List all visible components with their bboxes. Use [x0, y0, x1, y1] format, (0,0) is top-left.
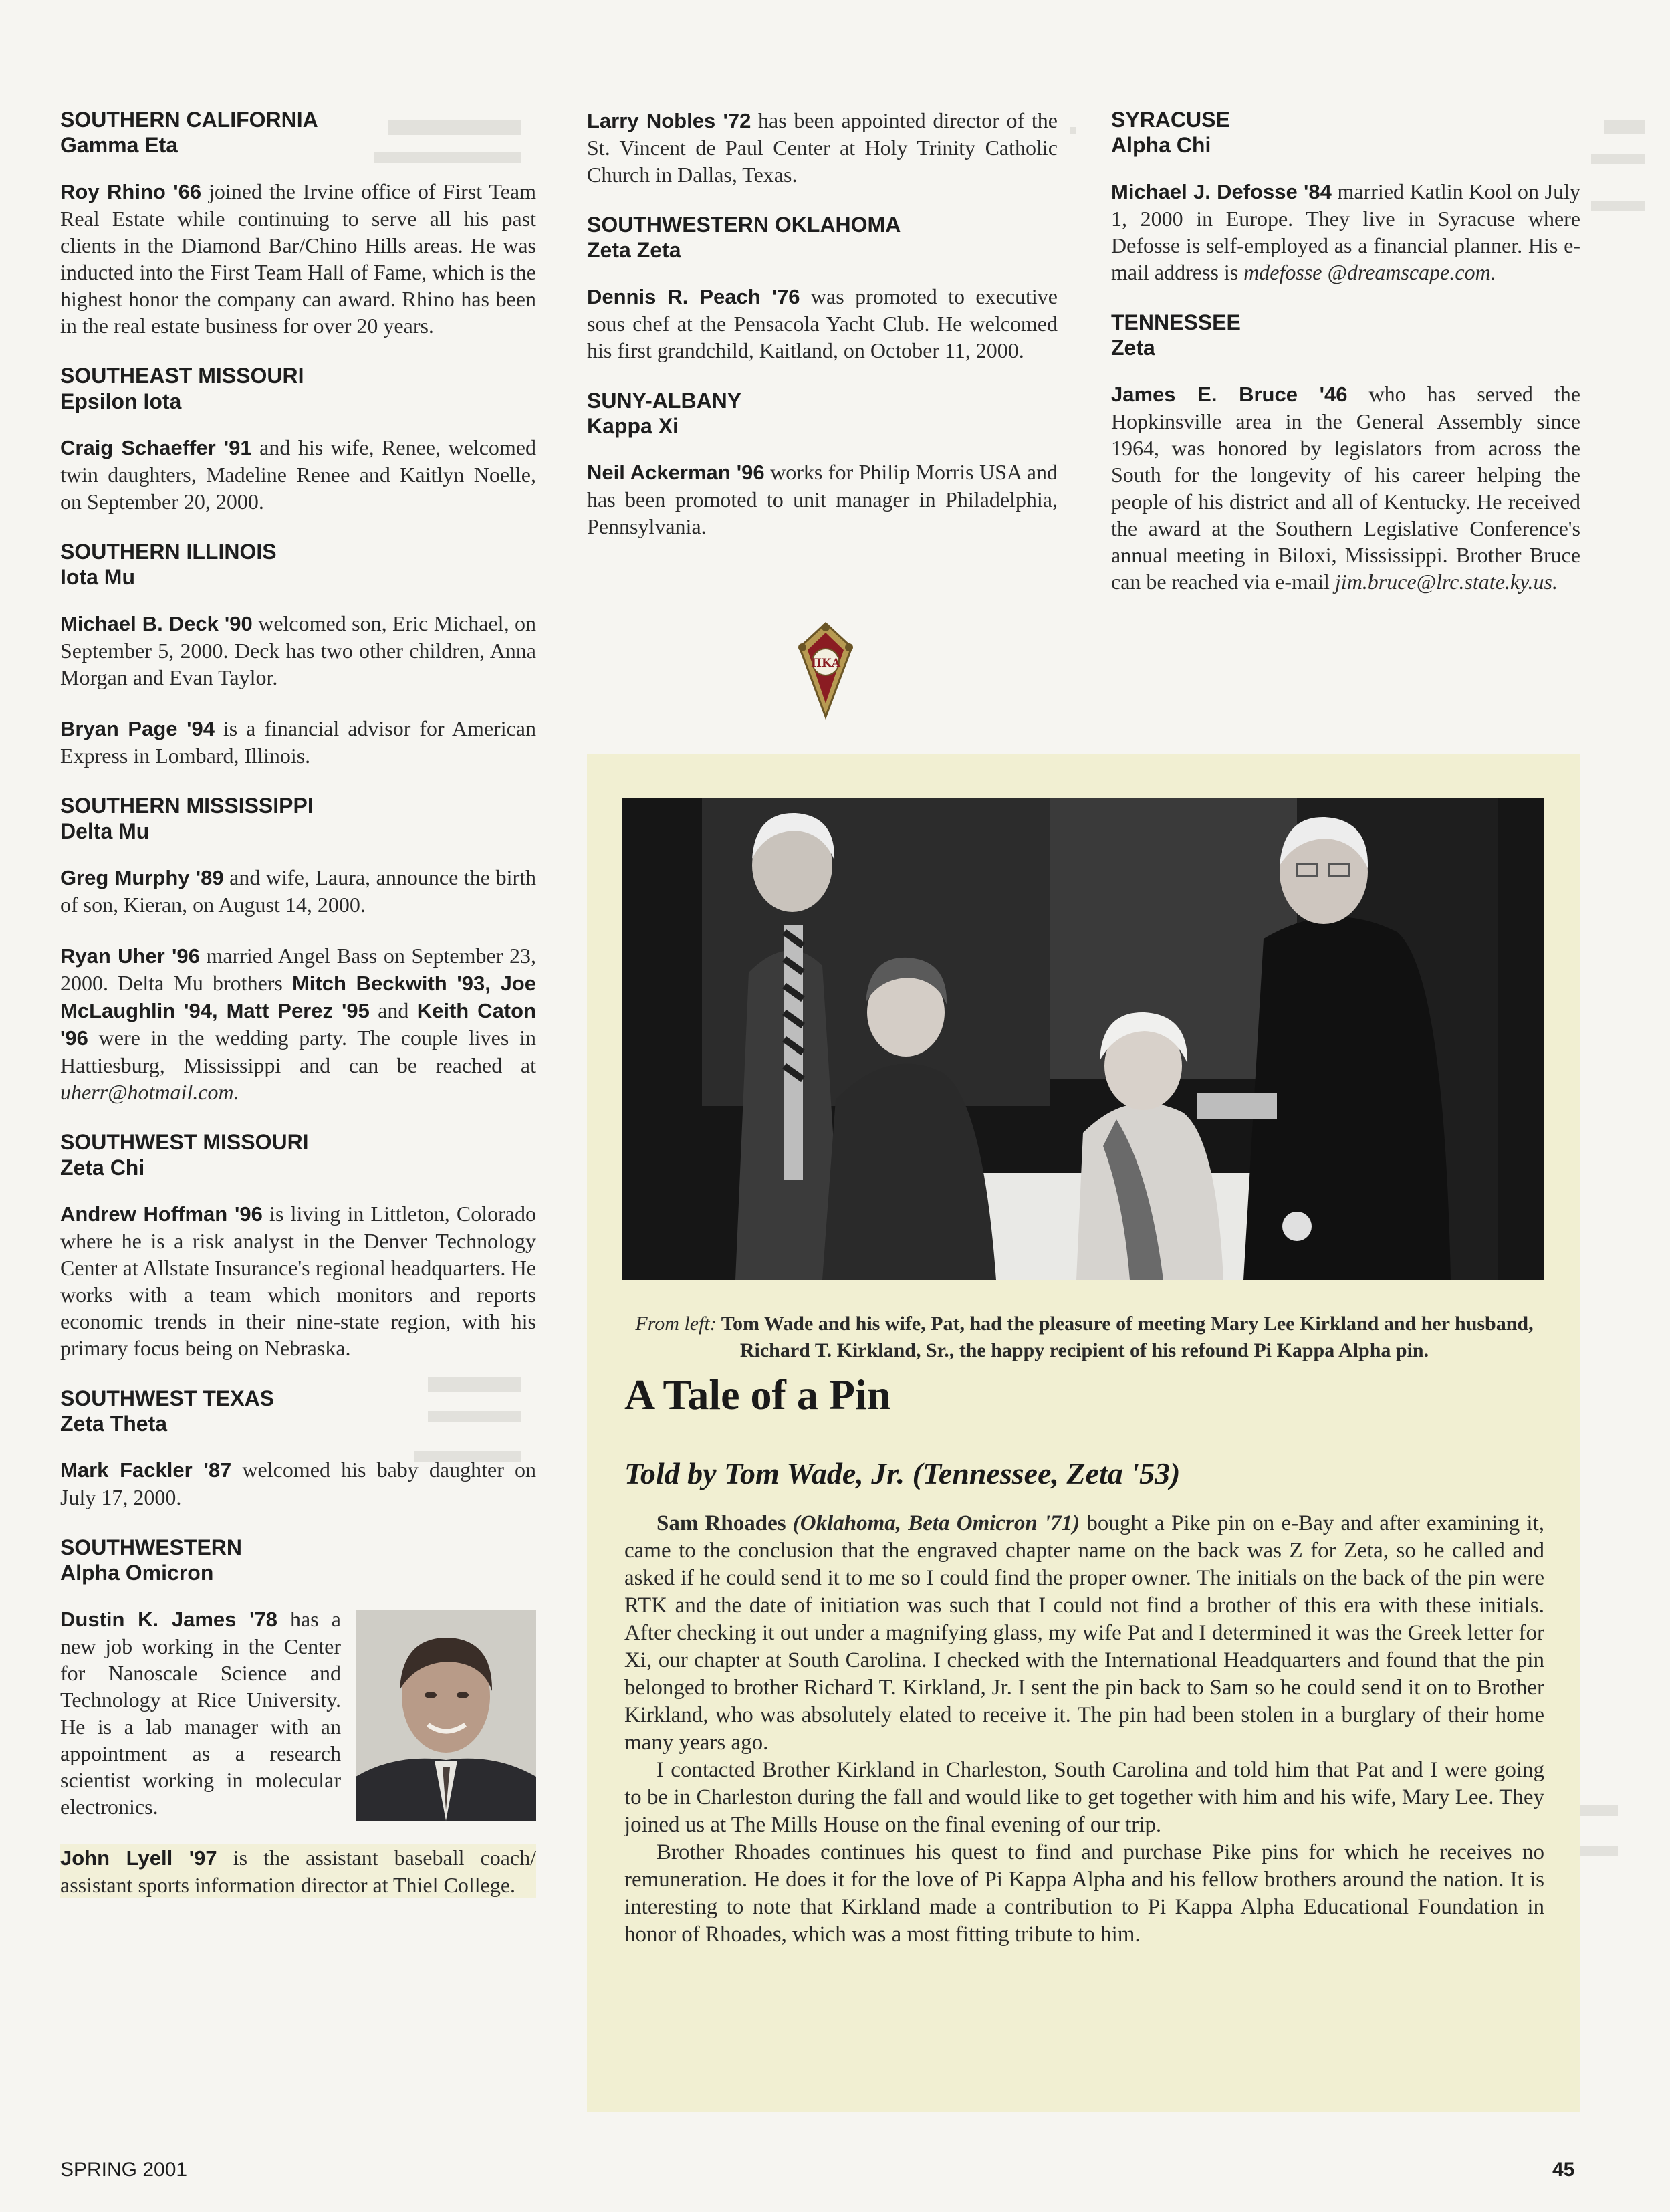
chapter-name: SOUTHERN CALIFORNIA [60, 108, 318, 132]
brother-name: Andrew Hoffman '96 [60, 1202, 263, 1226]
note-text: married Angel Bass on September 23, 2000. Delta Mu brothers [60, 944, 536, 995]
entry-southern-california [60, 107, 536, 339]
note-paragraph [60, 1200, 536, 1361]
entry-southeast-missouri [60, 363, 536, 515]
chapter-name: SOUTHERN MISSISSIPPI [60, 794, 314, 818]
note-text: welcomed son, Eric Michael, on September 5, 2000. Deck has two other children, Anna Morgan and Evan Taylor. [60, 611, 536, 689]
column-left [60, 107, 536, 1922]
story-byline: Told by Tom Wade, Jr. (Tennessee, Zeta '53) [624, 1456, 1181, 1490]
brother-name: Roy Rhino '66 [60, 180, 202, 203]
note-text: is the assistant baseball coach/ assistant sports information director at Thiel College. [60, 1846, 537, 1897]
chapter-name: SOUTHWEST MISSOURI [60, 1130, 309, 1154]
caption-text: Tom Wade and his wife, Pat, had the pleasure of meeting Mary Lee Kirkland and her husband, Richard T. Kirkland, Sr., the happy recipient of his refound Pi Kappa Alpha pin. [716, 1313, 1534, 1361]
entry-southwest-missouri [60, 1129, 536, 1361]
story-body [624, 1510, 1544, 1949]
story-paragraph: Brother Rhoades continues his quest to find and purchase Pike pins for which he receives no remuneration. He does it for the love of Pi Kappa Alpha and his fellow brothers around the nation. It is interesting to note that Kirkland made a contribution to Pi Kappa Alpha Educational Foundation in honor of Rhoades, which was a most fitting tribute to him. [624, 1840, 1544, 1947]
story-title: A Tale of a Pin [624, 1371, 891, 1418]
story-paragraph [624, 1510, 1544, 1757]
note-paragraph [1111, 380, 1580, 595]
note-paragraph [60, 1606, 536, 1820]
note-text: who has served the Hopkinsville area in the General Assembly since 1964, was honored by legislators from across the South for the longevity of his career helping the people of his district and all of Kentucky. He received the award at the Southern Legislative Conference's annual meeting in Biloxi, Mississippi. Brother Bruce can be reached via e-mail [1111, 382, 1580, 594]
portrait-photo [356, 1610, 536, 1821]
note-paragraph [60, 434, 536, 515]
story-person-name: Sam Rhoades [657, 1511, 786, 1535]
note-text: works for Philip Morris USA and has been promoted to unit manager in Philadelphia, Pennsylvania. [587, 460, 1058, 538]
brother-name: Dennis R. Peach '76 [587, 285, 800, 308]
note-paragraph [60, 1456, 536, 1511]
note-text: was promoted to executive sous chef at the Pensacola Yacht Club. He welcomed his first grandchild, Kaitland, on October 11, 2000. [587, 284, 1058, 362]
note-text: were in the wedding party. The couple lives in Hattiesburg, Mississippi and can be reached at [60, 1026, 536, 1077]
brother-name: Ryan Uher '96 [60, 944, 200, 968]
brother-name: Michael J. Defosse '84 [1111, 180, 1332, 203]
brother-name: Neil Ackerman '96 [587, 461, 765, 484]
photo-caption [624, 1311, 1544, 1364]
chapter-subname: Delta Mu [60, 819, 150, 843]
chapter-subname: Zeta Theta [60, 1412, 168, 1436]
chapter-name: SOUTHWEST TEXAS [60, 1386, 275, 1410]
issue-label: SPRING 2001 [60, 2159, 188, 2181]
story-text: bought a Pike pin on e-Bay and after examining it, came to the conclusion that the engraved chapter name on the back was Z for Zeta, so he called and asked if he could send it to me so I could find the proper owner. The initials on the back of the pin were RTK and the date of initiation was such that I could not find a brother of this era with these initials. After checking it out under a magnifying glass, my wife Pat and I determined it was the Greek letter for Xi, our chapter at South Carolina. I checked with the International Headquarters and found that the pin belonged to brother Richard T. Kirkland, Jr. I sent the pin back to Sam so he could send it on to Brother Kirkland, who was absolutely elated to receive it. The pin had been stolen in a burglary of their home many years ago. [624, 1511, 1545, 1755]
chapter-subname: Gamma Eta [60, 133, 178, 157]
fraternity-crest-icon [796, 621, 856, 720]
note-paragraph [587, 283, 1058, 364]
email-address: jim.bruce@lrc.state.ky.us. [1334, 570, 1558, 594]
brother-name: James E. Bruce '46 [1111, 382, 1348, 406]
chapter-name: SOUTHWESTERN [60, 1535, 242, 1559]
note-paragraph [60, 715, 536, 769]
chapter-subname: Alpha Omicron [60, 1561, 214, 1585]
entry-southwestern-oklahoma [587, 212, 1058, 364]
entry-syracuse [1111, 107, 1580, 286]
brother-name: Keith Caton '96 [60, 999, 537, 1050]
entry-southwest-texas [60, 1386, 536, 1511]
brother-name: Michael B. Deck '90 [60, 612, 253, 635]
note-paragraph [587, 107, 1058, 188]
note-paragraph [60, 864, 536, 918]
note-paragraph [60, 178, 536, 339]
brother-name: Greg Murphy '89 [60, 866, 224, 889]
note-text: welcomed his baby daughter on July 17, 2000. [60, 1458, 537, 1509]
entry-southwestern [60, 1535, 536, 1898]
chapter-name: SOUTHERN ILLINOIS [60, 540, 277, 564]
brother-name: Dustin K. James '78 [60, 1608, 277, 1631]
entry-southern-mississippi [60, 793, 536, 1105]
story-affiliation: (Oklahoma, Beta Omicron '71) [786, 1511, 1080, 1535]
email-address: mdefosse @dreamscape.com. [1243, 260, 1496, 284]
note-text: and [369, 998, 417, 1022]
chapter-name: TENNESSEE [1111, 310, 1241, 334]
entry-suny-albany [587, 388, 1058, 540]
note-text: has been appointed director of the St. Vincent de Paul Center at Holy Trinity Catholic Church in Dallas, Texas. [587, 108, 1058, 187]
entry-tennessee [1111, 310, 1580, 595]
chapter-name: SOUTHEAST MISSOURI [60, 364, 304, 388]
chapter-name: SOUTHWESTERN OKLAHOMA [587, 213, 901, 237]
column-right [1111, 107, 1580, 619]
note-paragraph [60, 942, 536, 1105]
note-text: has a new job working in the Center for Nanoscale Science and Technology at Rice University. He is a lab manager with an appointment as a research scientist working in molecular electronics. [60, 1607, 342, 1819]
page-number: 45 [1552, 2159, 1575, 2181]
chapter-subname: Kappa Xi [587, 414, 679, 438]
chapter-subname: Zeta Zeta [587, 238, 681, 262]
feature-story-box [587, 754, 1580, 2112]
story-paragraph: I contacted Brother Kirkland in Charleston, South Carolina and told him that Pat and I were going to be in Charleston during the fall and would like to get together with him and his wife, Mary Lee. They joined us at The Mills House on the final evening of our trip. [624, 1758, 1544, 1837]
note-paragraph [60, 610, 536, 691]
chapter-subname: Iota Mu [60, 565, 135, 589]
note-paragraph [60, 1844, 536, 1898]
chapter-subname: Epsilon Iota [60, 389, 182, 413]
brother-name: Craig Schaeffer '91 [60, 436, 252, 459]
entry-southern-illinois [60, 539, 536, 769]
brother-name: Bryan Page '94 [60, 717, 215, 740]
brother-name: Mark Fackler '87 [60, 1458, 232, 1482]
group-photo [622, 798, 1544, 1280]
note-text: is a financial advisor for American Express in Lombard, Illinois. [60, 716, 536, 768]
chapter-name: SUNY-ALBANY [587, 389, 742, 413]
note-text: joined the Irvine office of First Team Real Estate while continuing to serve all his past clients in the Diamond Bar/Chino Hills areas. He was inducted into the First Team Hall of Fame, which is the highest honor the company can award. Rhino has been in the real estate business for over 20 years. [60, 179, 537, 338]
note-text: is living in Littleton, Colorado where he is a risk analyst in the Denver Technology Center at Allstate Insurance's regional headquarters. He works with a team which monitors and reports economic trends in their nine-state region, with his primary focus being on Nebraska. [60, 1202, 537, 1360]
brother-name: Larry Nobles '72 [587, 109, 751, 132]
entry-southwestern-cont [587, 107, 1058, 188]
chapter-subname: Alpha Chi [1111, 133, 1211, 157]
brother-name: John Lyell '97 [60, 1846, 217, 1870]
brother-name: Mitch Beckwith '93, Joe McLaughlin '94, Matt Perez '95 [60, 972, 536, 1022]
caption-lead: From left: [635, 1313, 717, 1335]
note-text: married Katlin Kool on July 1, 2000 in Europe. They live in Syracuse where Defosse is self-employed as a financial planner. His e-mail address is [1111, 179, 1580, 284]
crest-letters: ΠΚΑ [810, 657, 841, 670]
note-paragraph [587, 459, 1058, 540]
column-middle [587, 107, 1058, 564]
chapter-subname: Zeta Chi [60, 1155, 145, 1180]
chapter-subname: Zeta [1111, 336, 1155, 360]
note-text: and his wife, Renee, welcomed twin daughters, Madeline Renee and Kaitlyn Noelle, on September 20, 2000. [60, 435, 537, 514]
email-address: uherr@hotmail.com. [60, 1080, 239, 1104]
note-paragraph [1111, 178, 1580, 286]
chapter-name: SYRACUSE [1111, 108, 1230, 132]
note-text: and wife, Laura, announce the birth of son, Kieran, on August 14, 2000. [60, 865, 536, 917]
